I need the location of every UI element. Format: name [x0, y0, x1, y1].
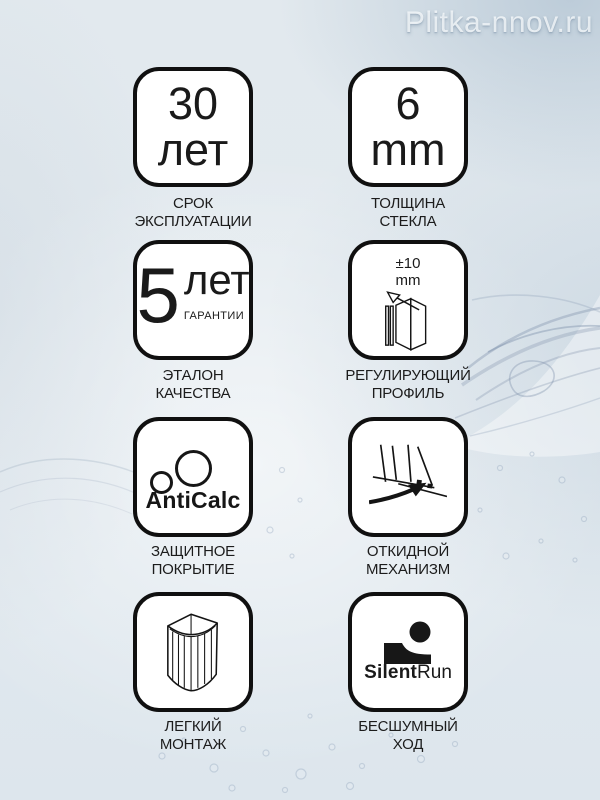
- silentrun-brand-bold: Silent: [364, 662, 418, 683]
- corner-shower-icon: [163, 609, 223, 697]
- label-glass-thickness: ТОЛЩИНА СТЕКЛА: [370, 195, 446, 230]
- tile-anticalc-coating: [133, 417, 253, 537]
- tilt-door-icon: [369, 441, 447, 507]
- tile-glass-thickness: [348, 67, 468, 187]
- warranty-unit: лет: [183, 256, 250, 303]
- warranty-value: [136, 251, 250, 339]
- label-service-life: СРОК ЭКСПЛУАТАЦИИ: [134, 195, 252, 230]
- tile-adjustable-profile: [348, 240, 468, 360]
- service-life-unit: лет: [157, 124, 229, 175]
- label-adjustable-profile: РЕГУЛИРУЮЩИЙ ПРОФИЛЬ: [345, 367, 471, 402]
- service-life-value: [137, 71, 249, 183]
- label-warranty: ЭТАЛОН КАЧЕСТВА: [155, 367, 231, 402]
- big-bubble-icon: [175, 450, 212, 487]
- tile-tilt-mechanism: [348, 417, 468, 537]
- site-watermark: Plitka-nnov.ru: [404, 6, 593, 39]
- tile-service-life: [133, 67, 253, 187]
- tile-easy-installation: [133, 592, 253, 712]
- label-anticalc-coating: ЗАЩИТНОЕ ПОКРЫТИЕ: [151, 543, 235, 578]
- glass-thickness-value: [352, 71, 464, 183]
- label-easy-installation: ЛЕГКИЙ МОНТАЖ: [159, 718, 227, 753]
- glass-thickness-unit: mm: [370, 124, 446, 175]
- tile-silent-run: [348, 592, 468, 712]
- profile-caption: ±10 mm: [395, 255, 421, 289]
- warranty-number: 5: [136, 251, 180, 339]
- silentrun-brand: [352, 662, 464, 684]
- glass-thickness-number: 6: [395, 78, 421, 129]
- silentrun-brand-regular: Run: [417, 662, 452, 683]
- anticalc-brand: AntiCalc: [145, 487, 241, 513]
- tile-warranty: [133, 240, 253, 360]
- service-life-number: 30: [167, 78, 219, 129]
- adjustable-profile-icon: [382, 290, 434, 352]
- silentrun-logo-icon: [382, 618, 434, 666]
- label-tilt-mechanism: ОТКИДНОЙ МЕХАНИЗМ: [365, 543, 451, 578]
- label-silent-run: БЕСШУМНЫЙ ХОД: [358, 718, 458, 753]
- warranty-subunit: ГАРАНТИИ: [183, 310, 245, 322]
